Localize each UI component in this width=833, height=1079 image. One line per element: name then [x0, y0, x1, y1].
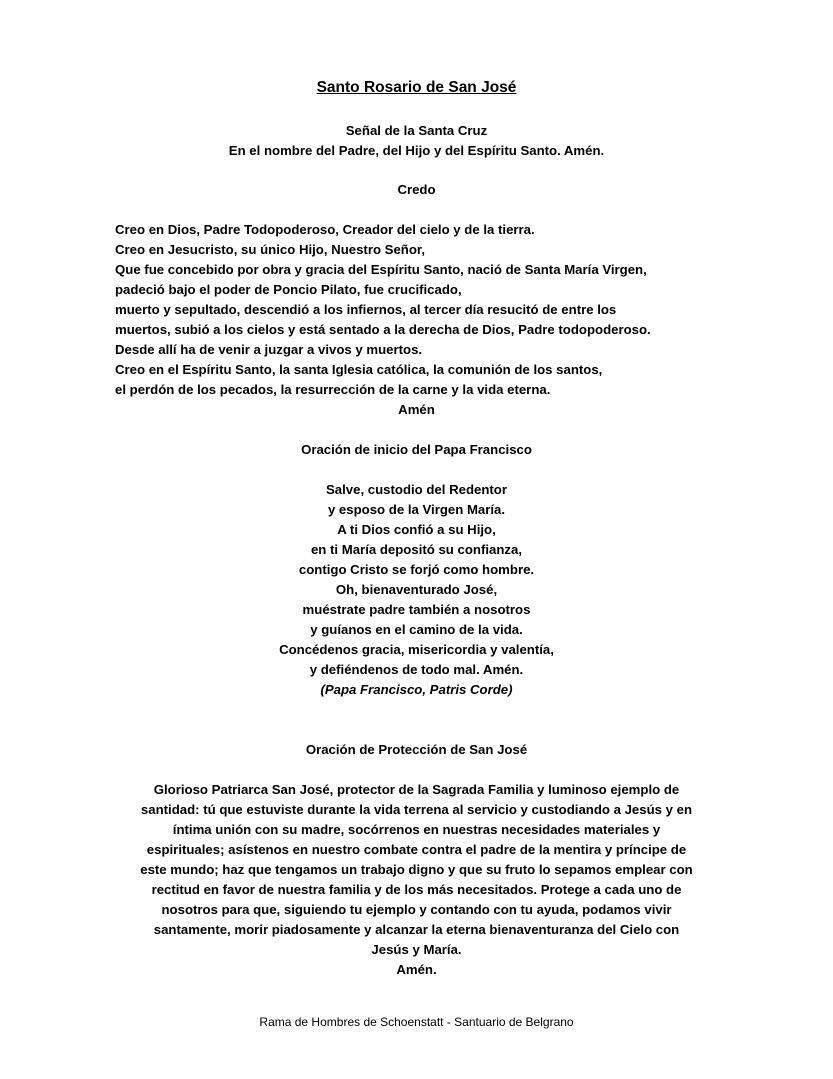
papa-prayer-line: Oh, bienaventurado José, [335, 582, 498, 597]
protection-prayer-line: Jesús y María. [371, 942, 462, 957]
papa-prayer-line: y esposo de la Virgen María. [327, 502, 506, 517]
protection-prayer-amen: Amén. [396, 962, 437, 977]
credo-text [115, 220, 651, 400]
protection-prayer-line: íntima unión con su madre, socórrenos en nuestras necesidades materiales y [172, 822, 661, 837]
papa-prayer-line: Concédenos gracia, misericordia y valentía, [279, 642, 554, 657]
footer-text: Rama de Hombres de Schoenstatt - Santuario de Belgrano [259, 1015, 574, 1029]
credo-heading: Credo [397, 182, 436, 197]
papa-prayer-line: contigo Cristo se forjó como hombre. [298, 562, 535, 577]
sign-of-cross-heading: Señal de la Santa Cruz [345, 123, 488, 138]
protection-prayer-line: este mundo; haz que tengamos un trabajo digno y que su fruto lo sepamos emplear con [140, 862, 693, 877]
papa-prayer-heading: Oración de inicio del Papa Francisco [301, 442, 532, 457]
credo-line: muertos, subió a los cielos y está sentado a la derecha de Dios, Padre todopoderoso. [115, 322, 651, 337]
credo-line: Creo en Jesucristo, su único Hijo, Nuestro Señor, [115, 242, 425, 257]
protection-prayer-line: espirituales; asístenos en nuestro combate contra el padre de la mentira y príncipe de [146, 842, 687, 857]
papa-prayer-line: A ti Dios confió a su Hijo, [337, 522, 496, 537]
credo-line: Creo en Dios, Padre Todopoderoso, Creador del cielo y de la tierra. [115, 222, 535, 237]
papa-prayer-text [0, 480, 833, 700]
credo-line: Desde allí ha de venir a juzgar a vivos y muertos. [115, 342, 423, 357]
papa-prayer-line: muéstrate padre también a nosotros [302, 602, 531, 617]
papa-prayer-citation: (Papa Francisco, Patris Corde) [320, 682, 513, 697]
papa-prayer-line: en ti María depositó su confianza, [310, 542, 523, 557]
sign-of-cross-section [0, 121, 833, 161]
credo-line: Que fue concebido por obra y gracia del Espíritu Santo, nació de Santa María Virgen, [115, 262, 647, 277]
credo-line: Creo en el Espíritu Santo, la santa Iglesia católica, la comunión de los santos, [115, 362, 603, 377]
credo-line: padeció bajo el poder de Poncio Pilato, fue crucificado, [115, 282, 462, 297]
papa-prayer-line: y guíanos en el camino de la vida. [310, 622, 523, 637]
protection-prayer-line: Glorioso Patriarca San José, protector de la Sagrada Familia y luminoso ejemplo de [153, 782, 680, 797]
protection-prayer-line: nosotros para que, siguiendo tu ejemplo y contando con tu ayuda, podamos vivir [161, 902, 672, 917]
papa-prayer-line: y defiéndenos de todo mal. Amén. [309, 662, 524, 677]
credo-line: muerto y sepultado, descendió a los infiernos, al tercer día resucitó de entre los [115, 302, 617, 317]
sign-of-cross-text: En el nombre del Padre, del Hijo y del Espíritu Santo. Amén. [228, 143, 605, 158]
protection-prayer-text [0, 780, 833, 980]
protection-prayer-line: rectitud en favor de nuestra familia y de los más necesitados. Protege a cada uno de [151, 882, 682, 897]
credo-amen: Amén [398, 402, 435, 417]
protection-prayer-heading: Oración de Protección de San José [305, 742, 528, 757]
page-title: Santo Rosario de San José [316, 79, 517, 96]
protection-prayer-line: santamente, morir piadosamente y alcanzar la eterna bienaventuranza del Cielo con [153, 922, 680, 937]
papa-prayer-line: Salve, custodio del Redentor [326, 482, 507, 497]
protection-prayer-line: santidad: tú que estuviste durante la vida terrena al servicio y custodiando a Jesús y en [140, 802, 693, 817]
credo-line: el perdón de los pecados, la resurrección de la carne y la vida eterna. [115, 382, 551, 397]
